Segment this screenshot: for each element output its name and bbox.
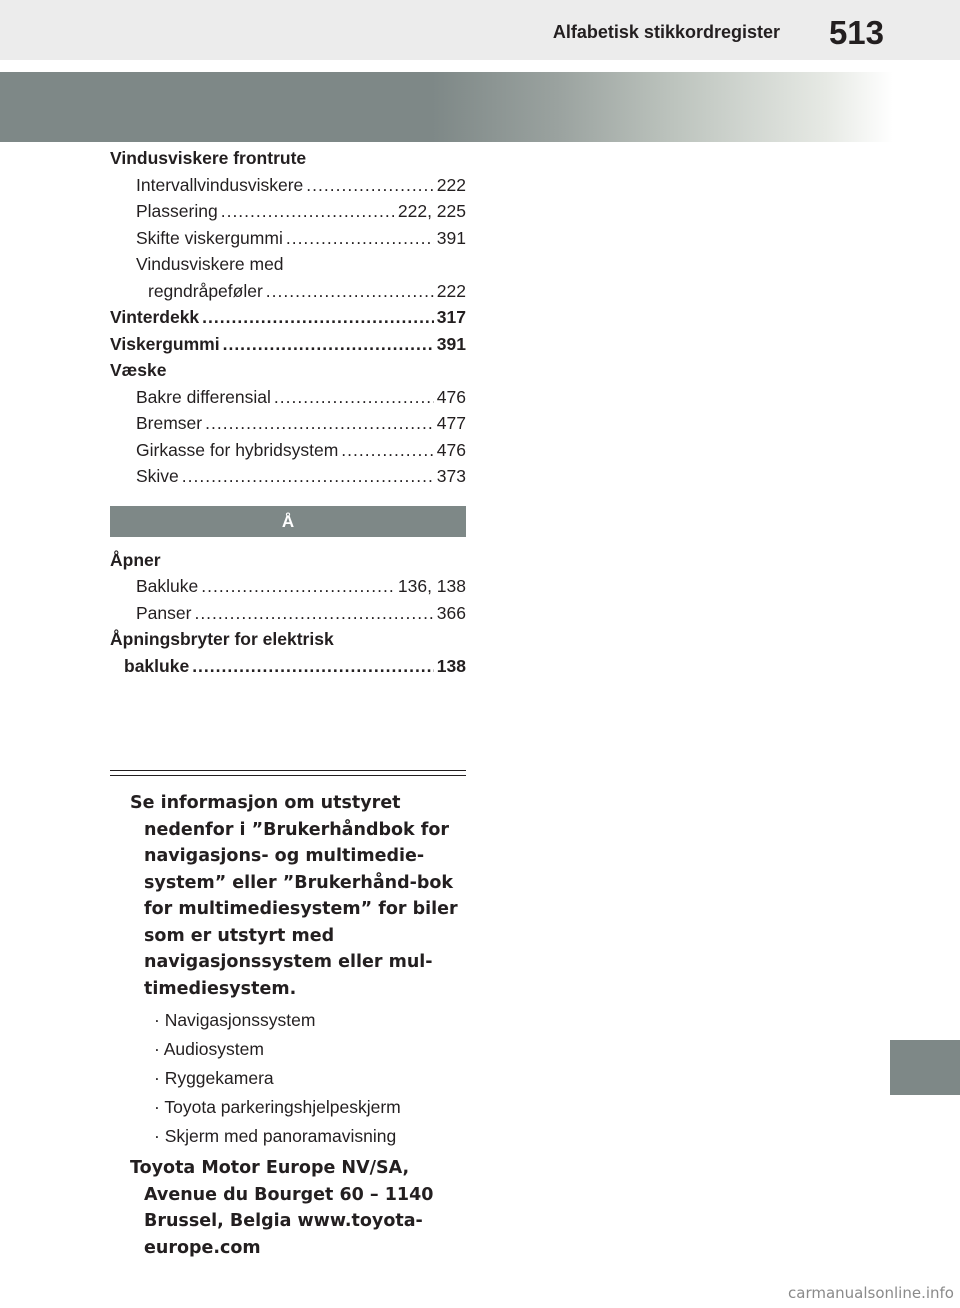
leader-dots xyxy=(266,278,434,305)
page-header xyxy=(0,0,960,60)
index-entry xyxy=(110,547,466,574)
index-entry xyxy=(110,278,466,305)
index-entry xyxy=(110,145,466,172)
index-term: Vindusviskere med xyxy=(136,254,284,274)
index-entry xyxy=(110,463,466,490)
index-page-ref: 222, 225 xyxy=(397,201,466,221)
index-entry xyxy=(110,251,466,278)
section-letter-heading: Å xyxy=(110,506,466,537)
index-term: Åpner xyxy=(110,549,161,570)
index-entry xyxy=(110,410,466,437)
index-page-ref: 366 xyxy=(436,602,466,623)
index-list-v xyxy=(110,145,466,490)
running-title: Alfabetisk stikkordregister xyxy=(552,22,780,42)
index-term: Intervallvindusviskere xyxy=(136,174,304,195)
index-term: Åpningsbryter for elektrisk xyxy=(110,629,334,649)
index-term: regndråpeføler xyxy=(148,280,263,301)
index-page-ref: 138 xyxy=(436,655,466,676)
index-term: Plassering xyxy=(136,201,218,221)
index-term: Vindusviskere frontrute xyxy=(110,148,307,168)
leader-dots xyxy=(306,172,434,199)
leader-dots xyxy=(274,384,434,411)
chapter-side-tab xyxy=(890,1040,960,1095)
index-list-aa xyxy=(110,547,466,680)
header-gradient-band xyxy=(0,72,960,142)
leader-dots xyxy=(194,600,433,627)
index-term: Væske xyxy=(110,360,167,380)
index-entry xyxy=(110,626,466,653)
divider-line-thin xyxy=(110,775,466,776)
index-entry xyxy=(110,225,466,252)
index-page-ref: 373 xyxy=(436,466,466,486)
leader-dots xyxy=(192,653,434,680)
leader-dots xyxy=(202,304,434,331)
leader-dots xyxy=(182,463,434,490)
list-item: · Toyota parkeringshjelpeskjerm xyxy=(154,1097,401,1117)
index-entry xyxy=(110,384,466,411)
index-term: Panser xyxy=(136,602,192,623)
page-number: 513 xyxy=(828,14,884,51)
leader-dots xyxy=(221,198,395,225)
divider-line xyxy=(110,770,466,771)
index-page-ref: 136, 138 xyxy=(397,576,466,596)
index-entry xyxy=(110,357,466,384)
index-term: Girkasse for hybridsystem xyxy=(136,439,339,460)
index-entry xyxy=(110,573,466,600)
index-term: Viskergummi xyxy=(110,333,220,354)
publisher-address: Toyota Motor Europe NV/SA, Avenue du Bourget 60 – 1140 Brussel, Belgia www.toyota-europe.com xyxy=(130,1158,434,1258)
index-entry xyxy=(110,437,466,464)
index-page-ref: 477 xyxy=(436,413,466,433)
equipment-notice: Se informasjon om utstyret nedenfor i ”Brukerhåndbok for navigasjons- og multimedie-system” eller ”Brukerhånd-bok for multimediesystem” for biler som er utstyrt med navigasjonssystem eller mul-timediesystem. xyxy=(130,793,458,999)
index-entry xyxy=(110,304,466,331)
index-page-ref: 317 xyxy=(436,307,466,327)
index-term: Skive xyxy=(136,466,179,486)
index-term: Bakluke xyxy=(136,576,199,596)
equipment-list xyxy=(130,1006,475,1151)
index-term: Skifte viskergummi xyxy=(136,227,283,248)
index-page-ref: 391 xyxy=(436,333,466,354)
index-page-ref: 476 xyxy=(436,386,466,407)
index-term: bakluke xyxy=(124,655,190,676)
list-item: · Audiosystem xyxy=(154,1039,264,1059)
index-term: Bremser xyxy=(136,413,203,433)
list-item: · Ryggekamera xyxy=(154,1068,274,1088)
index-page-ref: 222 xyxy=(436,280,466,301)
leader-dots xyxy=(205,410,434,437)
index-term: Vinterdekk xyxy=(110,307,200,327)
leader-dots xyxy=(223,331,434,358)
index-entry xyxy=(110,172,466,199)
leader-dots xyxy=(341,437,434,464)
leader-dots xyxy=(286,225,434,252)
leader-dots xyxy=(201,573,395,600)
index-term: Bakre differensial xyxy=(136,386,271,407)
index-entry xyxy=(110,198,466,225)
index-page-ref: 391 xyxy=(436,227,466,248)
list-item: · Navigasjonssystem xyxy=(154,1010,316,1030)
index-column xyxy=(110,145,466,679)
index-entry xyxy=(110,331,466,358)
index-page-ref: 476 xyxy=(436,439,466,460)
index-entry xyxy=(110,653,466,680)
index-entry xyxy=(110,600,466,627)
watermark: carmanualsonline.info xyxy=(788,1284,954,1302)
info-block xyxy=(130,790,475,1261)
list-item: · Skjerm med panoramavisning xyxy=(154,1126,397,1146)
index-page-ref: 222 xyxy=(436,174,466,195)
